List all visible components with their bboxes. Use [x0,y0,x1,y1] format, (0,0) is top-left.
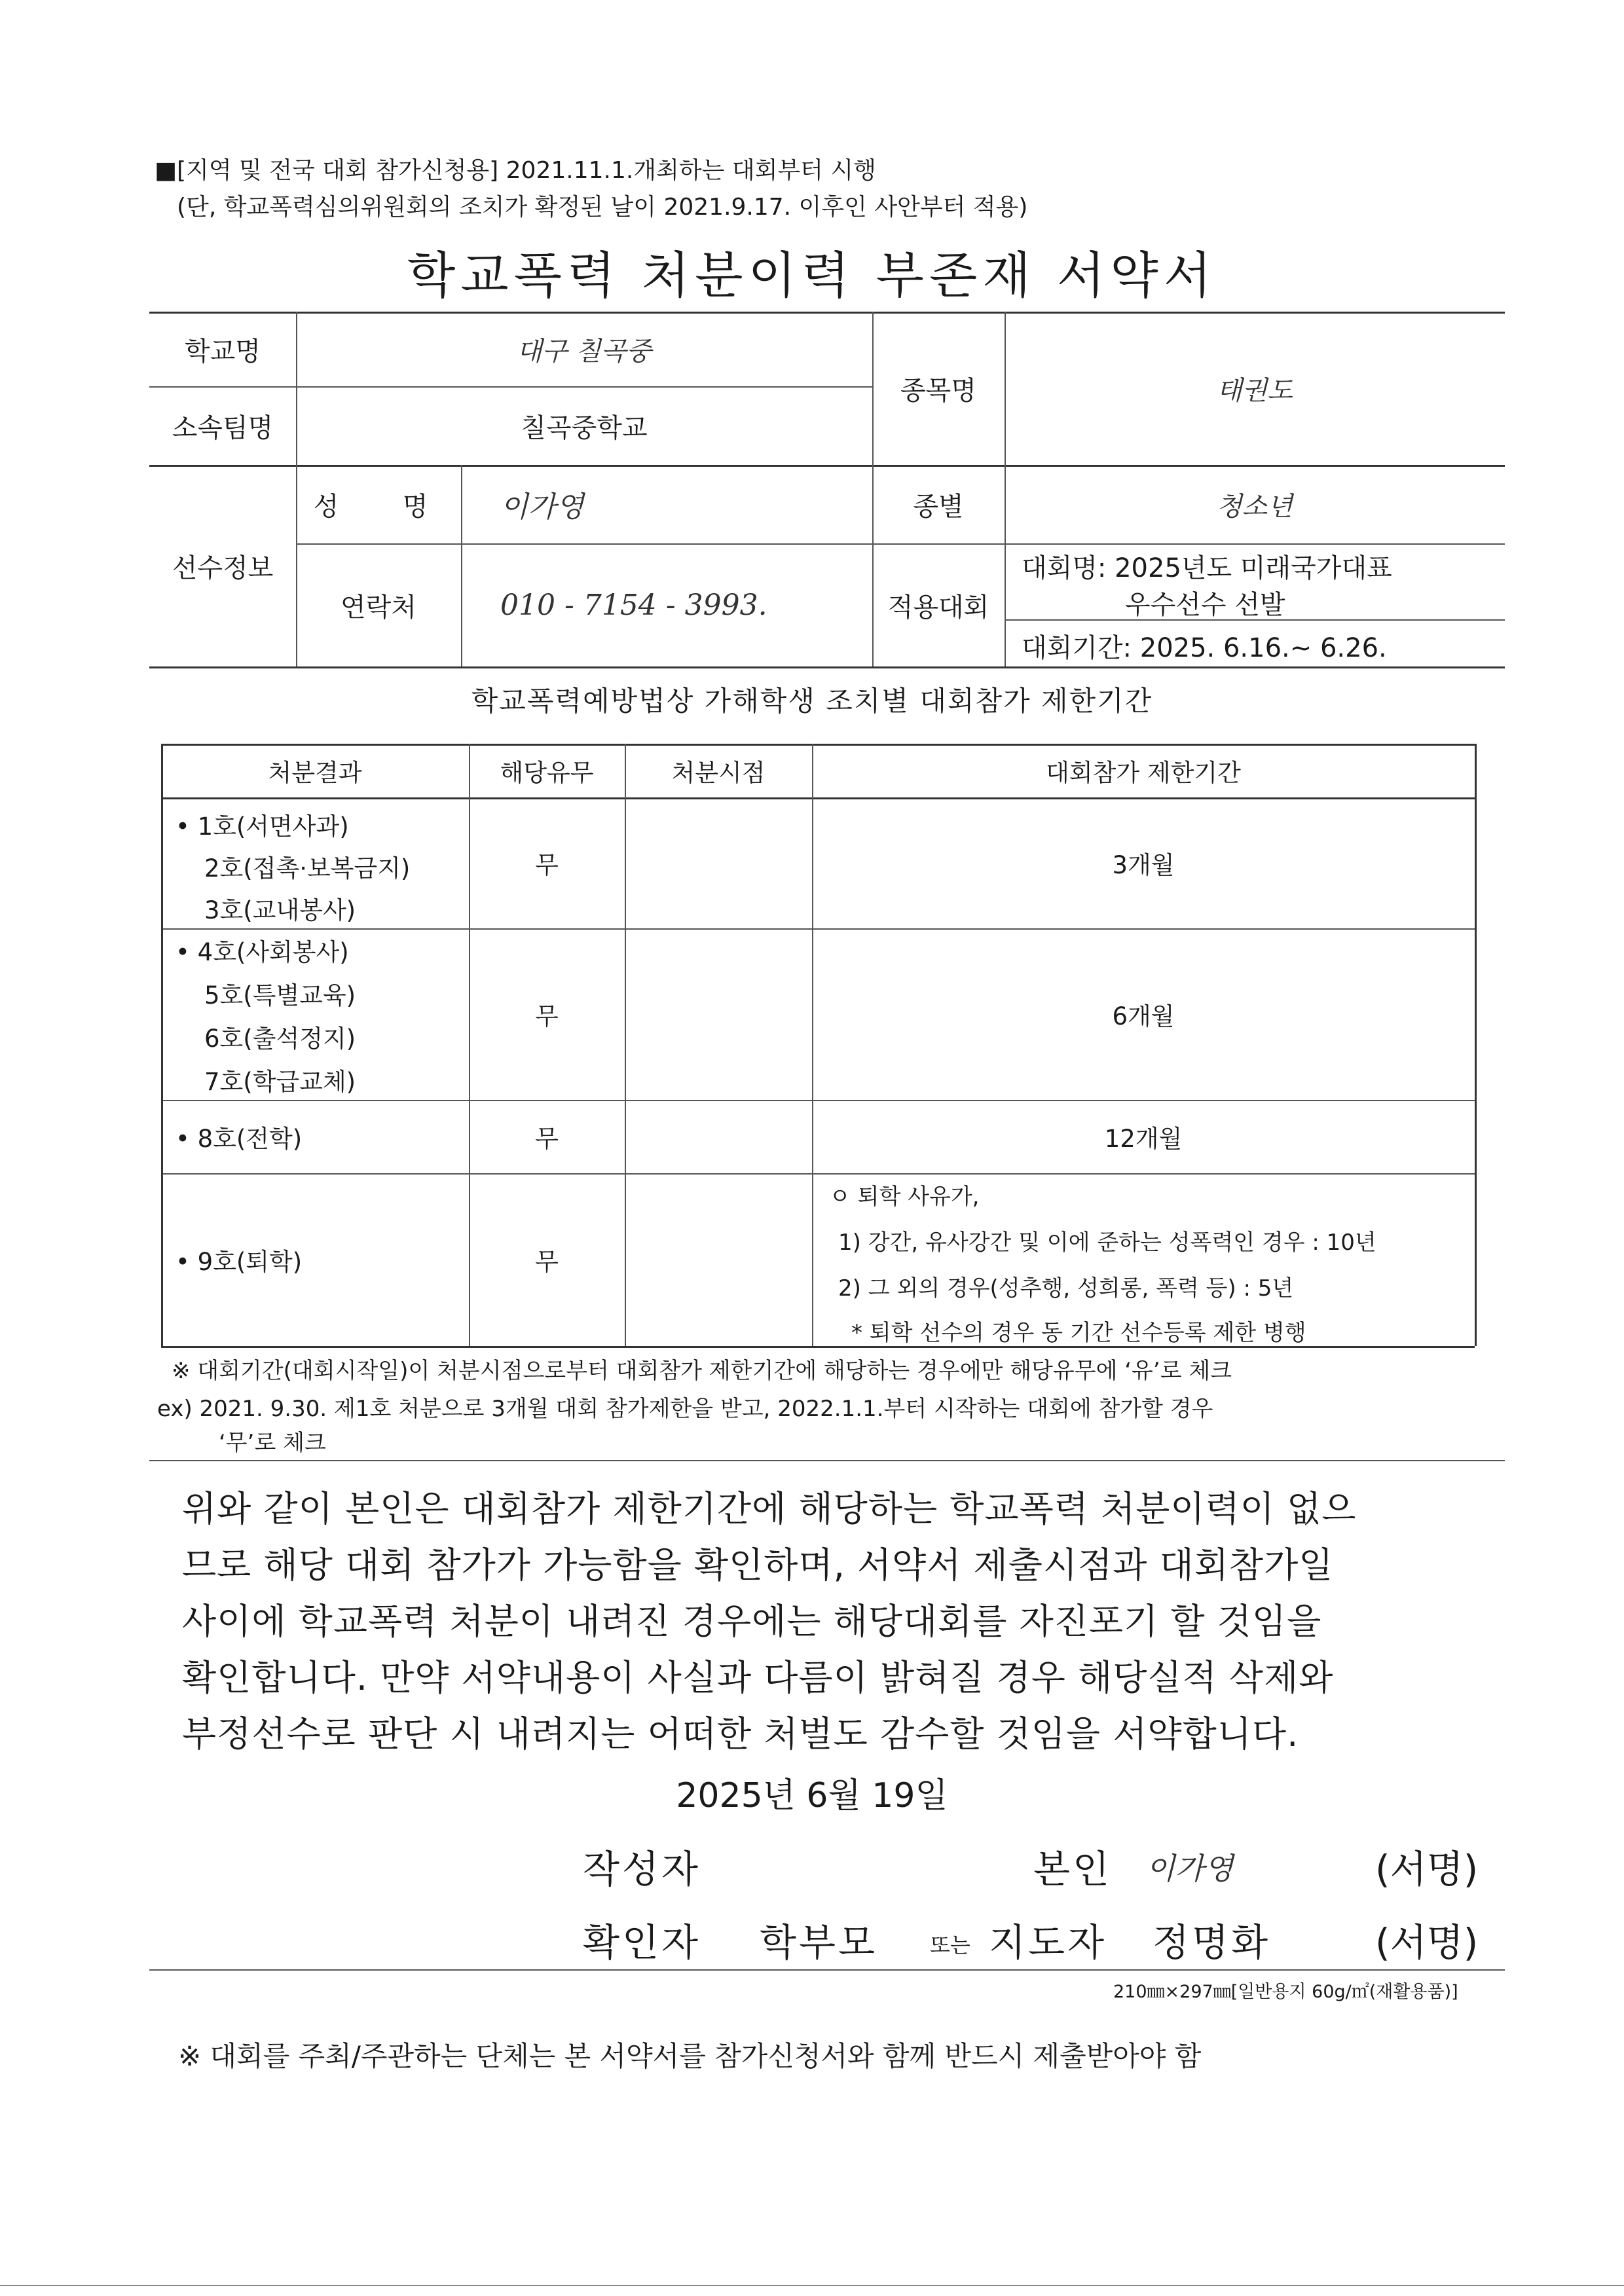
competition-label: 적용대회 [887,592,989,623]
note-example-cont: ‘무’로 체크 [219,1430,326,1456]
sanction-item: 2호(접촉·보복금지) [204,854,411,883]
sanction-item: 7호(학급교체) [204,1068,356,1096]
contact-label: 연락처 [341,592,416,623]
coach-name: 정명화 [1153,1920,1271,1965]
self-sign-mark: (서명) [1375,1847,1479,1891]
sanction-item: 6호(출석정지) [204,1025,356,1053]
limit-line: ㅇ 퇴학 사유가, [829,1184,980,1210]
pledge-line: 사이에 학교폭력 처분이 내려진 경우에는 해당대회를 자진포기 할 것임을 [182,1601,1322,1642]
name-value: 이가영 [500,490,584,524]
team-label: 소속팀명 [172,412,274,443]
contact-value: 010 - 7154 - 3993. [500,588,767,622]
competition-name-line-2: 우수선수 선발 [1125,590,1285,620]
time-value [625,1100,812,1173]
time-value [625,928,812,1100]
coach-label: 지도자 [989,1920,1107,1965]
confirm-label: 확인자 [583,1920,701,1965]
sanction-item: • 1호(서면사과) [175,812,349,841]
limit-line: 2) 그 외의 경우(성추행, 성희롱, 폭력 등) : 5년 [838,1275,1294,1302]
sanction-item: • 4호(사회봉사) [175,938,349,966]
applicable-value: 무 [535,1002,559,1030]
limit-value: 6개월 [1112,1002,1175,1030]
event-value: 태권도 [1217,375,1293,406]
note-check: ※ 대회기간(대회시작일)이 처분시점으로부터 대회참가 제한기간에 해당하는 경우에만 해당유무에 ‘유’로 체크 [172,1358,1232,1384]
notice-line-2: (단, 학교폭력심의위원회의 조치가 확정된 날이 2021.9.17. 이후인 사안부터 적용) [177,194,1028,221]
time-value [625,797,812,928]
author-label: 작성자 [583,1847,701,1891]
limit-value: 3개월 [1112,851,1175,879]
document-title: 학교폭력 처분이력 부존재 서약서 [407,246,1217,304]
pledge-line: 확인합니다. 만약 서약내용이 사실과 다름이 밝혀질 경우 해당실적 삭제와 [182,1657,1334,1698]
name-label: 성 명 [313,491,444,522]
pledge-line: 부정선수로 판단 시 내려지는 어떠한 처벌도 감수할 것임을 서약합니다. [182,1713,1299,1755]
notice-line-1: ■[지역 및 전국 대회 참가신청용] 2021.11.1.개최하는 대회부터 시행 [155,157,876,184]
sanction-item: 5호(특별교육) [204,981,356,1010]
pledge-line: 므로 해당 대회 참가가 가능함을 확인하며, 서약서 제출시점과 대회참가일 [182,1544,1334,1586]
footer-note: ※ 대회를 주최/주관하는 단체는 본 서약서를 참가신청서와 함께 반드시 제출받아야 함 [178,2040,1202,2072]
note-example: ex) 2021. 9.30. 제1호 처분으로 3개월 대회 참가제한을 받고, 2022.1.1.부터 시작하는 대회에 참가할 경우 [157,1396,1213,1422]
or-label: 또는 [930,1933,970,1958]
applicable-value: 무 [535,1125,559,1153]
parent-label: 학부모 [760,1920,878,1965]
paper-spec: 210㎜×297㎜[일반용지 60g/㎡(재활용품)] [1113,1982,1458,2002]
self-label: 본인 [1033,1847,1113,1891]
coach-sign-mark: (서명) [1375,1920,1479,1965]
limit-line: 1) 강간, 유사강간 및 이에 준하는 성폭력인 경우 : 10년 [838,1230,1376,1256]
self-signature-name: 이가영 [1146,1851,1234,1886]
limit-line: * 퇴학 선수의 경우 동 기간 선수등록 제한 병행 [851,1320,1306,1346]
event-label: 종목명 [900,375,976,406]
header-time: 처분시점 [671,759,766,787]
header-limit: 대회참가 제한기간 [1046,759,1241,787]
header-result: 처분결과 [268,759,362,787]
sanction-item: 3호(교내봉사) [204,896,356,924]
category-value: 청소년 [1217,491,1293,522]
limit-value: 12개월 [1104,1125,1183,1153]
applicable-value: 무 [535,1248,559,1276]
time-value [625,1173,812,1346]
team-value: 칠곡중학교 [521,412,648,443]
sanction-item: • 9호(퇴학) [175,1248,303,1276]
category-label: 종별 [913,491,964,522]
school-label: 학교명 [185,336,261,367]
section-title: 학교폭력예방법상 가해학생 조치별 대회참가 제한기간 [471,685,1153,717]
pledge-date: 2025년 6월 19일 [676,1776,948,1815]
school-value: 대구 칠곡중 [517,336,652,367]
player-info-label: 선수정보 [172,553,274,583]
pledge-line: 위와 같이 본인은 대회참가 제한기간에 해당하는 학교폭력 처분이력이 없으 [182,1488,1357,1529]
applicable-value: 무 [535,851,559,879]
competition-name-line-1: 대회명: 2025년도 미래국가대표 [1022,553,1392,583]
header-applicable: 해당유무 [500,759,594,787]
competition-period: 대회기간: 2025. 6.16.~ 6.26. [1022,633,1387,663]
sanction-item: • 8호(전학) [175,1125,303,1153]
